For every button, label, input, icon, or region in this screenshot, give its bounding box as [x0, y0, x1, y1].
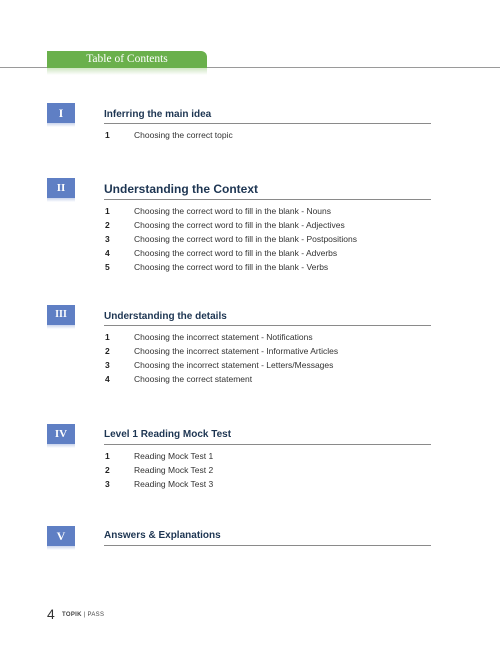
item-number: 1 — [105, 206, 110, 216]
section-title: Understanding the Context — [104, 182, 259, 196]
toc-header-tab — [47, 51, 207, 68]
item-number: 4 — [105, 248, 110, 258]
numeral-badge-shadow — [47, 123, 75, 127]
toc-item[interactable] — [47, 332, 431, 346]
numeral-badge-shadow — [47, 444, 75, 448]
numeral-badge-shadow — [47, 546, 75, 550]
item-label: Choosing the correct statement — [134, 374, 253, 384]
toc-item[interactable] — [47, 234, 431, 248]
toc-item[interactable] — [47, 451, 431, 465]
item-label: Choosing the correct word to fill in the blank - Verbs — [134, 262, 329, 272]
section-divider — [104, 123, 431, 124]
item-label: Choosing the correct word to fill in the blank - Adjectives — [134, 220, 345, 230]
item-number: 3 — [105, 234, 110, 244]
item-number: 2 — [105, 346, 110, 356]
section-numeral-badge: II — [47, 178, 75, 198]
item-label: Choosing the correct topic — [134, 130, 233, 140]
item-label: Choosing the incorrect statement - Informative Articles — [134, 346, 339, 356]
item-label: Choosing the incorrect statement - Notifications — [134, 332, 313, 342]
item-number: 1 — [105, 130, 110, 140]
brand-suffix: | PASS — [81, 612, 105, 618]
section-numeral-badge: I — [47, 103, 75, 123]
item-number: 3 — [105, 360, 110, 370]
toc-item[interactable] — [47, 248, 431, 262]
toc-item[interactable] — [47, 465, 431, 479]
toc-item[interactable] — [47, 220, 431, 234]
item-number: 1 — [105, 451, 110, 461]
page-title: Table of Contents — [86, 53, 168, 65]
section-numeral-badge: III — [47, 305, 75, 325]
section-divider — [104, 444, 431, 445]
section-numeral-badge: V — [47, 526, 75, 546]
section-numeral-badge: IV — [47, 424, 75, 444]
item-number: 2 — [105, 465, 110, 475]
toc-item[interactable] — [47, 360, 431, 374]
toc-item[interactable] — [47, 479, 431, 493]
numeral-badge-shadow — [47, 325, 75, 329]
toc-item[interactable] — [47, 206, 431, 220]
toc-item[interactable] — [47, 346, 431, 360]
item-label: Choosing the incorrect statement - Letters/Messages — [134, 360, 334, 370]
item-label: Reading Mock Test 1 — [134, 451, 214, 461]
item-number: 3 — [105, 479, 110, 489]
section-title: Level 1 Reading Mock Test — [104, 429, 232, 440]
section-divider — [104, 325, 431, 326]
numeral-badge-shadow — [47, 198, 75, 202]
item-number: 1 — [105, 332, 110, 342]
brand-name: TOPIK — [62, 612, 82, 618]
item-number: 4 — [105, 374, 110, 384]
section-divider — [104, 545, 431, 546]
item-label: Reading Mock Test 3 — [134, 479, 214, 489]
item-label: Choosing the correct word to fill in the blank - Postpositions — [134, 234, 358, 244]
toc-item[interactable] — [47, 374, 431, 388]
item-label: Choosing the correct word to fill in the blank - Adverbs — [134, 248, 338, 258]
footer-brand — [62, 612, 104, 618]
toc-item[interactable] — [47, 130, 431, 144]
item-number: 5 — [105, 262, 110, 272]
toc-tab-shadow — [47, 68, 207, 75]
item-label: Reading Mock Test 2 — [134, 465, 214, 475]
section-title: Answers & Explanations — [104, 530, 221, 541]
section-title: Inferring the main idea — [104, 109, 212, 120]
page-number: 4 — [47, 606, 55, 622]
item-label: Choosing the correct word to fill in the blank - Nouns — [134, 206, 332, 216]
toc-item[interactable] — [47, 262, 431, 276]
section-divider — [104, 199, 431, 200]
item-number: 2 — [105, 220, 110, 230]
section-title: Understanding the details — [104, 311, 227, 322]
